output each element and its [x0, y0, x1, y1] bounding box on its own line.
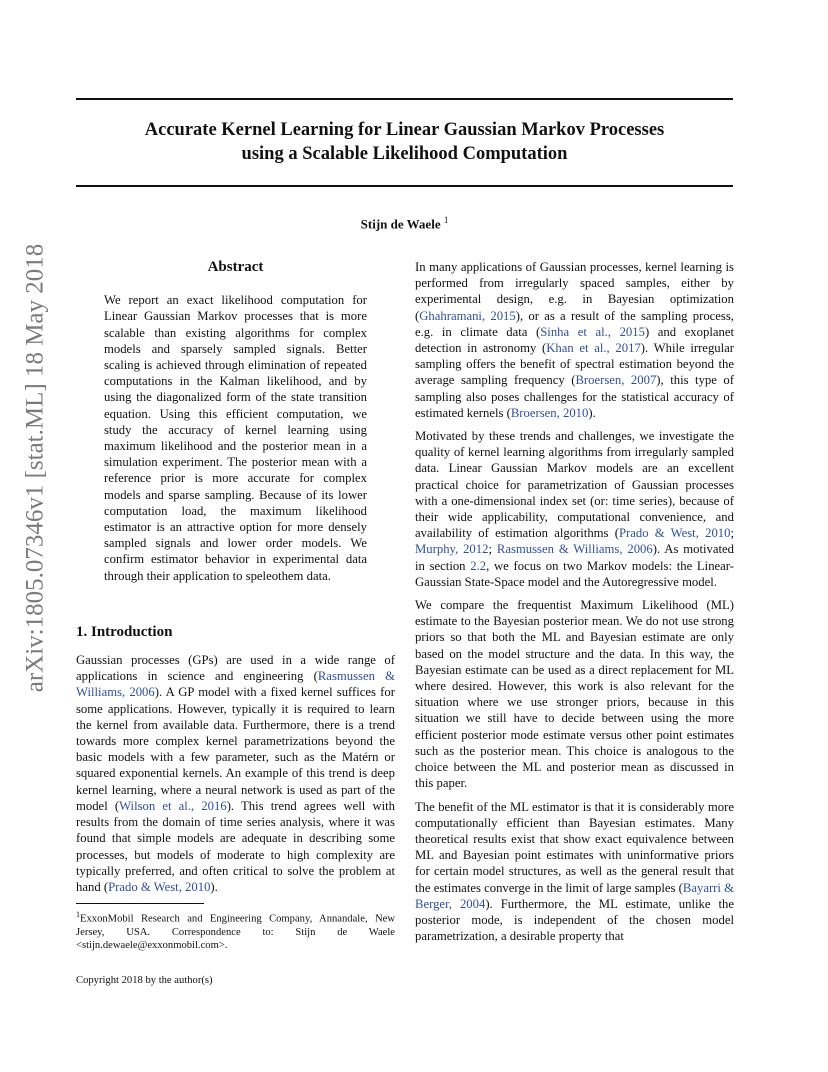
- citation-prado-west[interactable]: Prado & West, 2010: [618, 526, 731, 541]
- footnote-area: [76, 903, 395, 987]
- citation-khan[interactable]: Khan et al., 2017: [546, 341, 641, 356]
- title-line-1: Accurate Kernel Learning for Linear Gaussian Markov Processes: [144, 120, 665, 140]
- abstract-heading: Abstract: [207, 259, 264, 275]
- right-paragraph-4: [415, 799, 734, 945]
- abstract-text: We report an exact likelihood computation for Linear Gaussian Markov processes that is more scalable than existing algorithms for complex models and sparsely sampled signals. Better scaling is achieved through elimination of repeated computations in the Kalman likelihood, and by using the diagonalized form of the state transition equation. Using this efficient computation, we study the accuracy of kernel learning using maximum likelihood and the posterior mean in a simulation experiment. The posterior mean with a reference prior is more accurate for complex models and sparse sampling. Because of its lower computation load, the maximum likelihood estimator is an attractive option for more densely sampled signals and lower order models. We confirm estimator behavior in experimental data through their application to speleothem data.: [104, 293, 367, 583]
- citation-ghahramani[interactable]: Ghahramani, 2015: [419, 308, 516, 323]
- intro-p1-text: ).: [210, 879, 218, 894]
- author-line: [76, 215, 733, 232]
- citation-broersen-2007[interactable]: Broersen, 2007: [575, 373, 657, 388]
- citation-prado-west[interactable]: Prado & West, 2010: [108, 879, 211, 894]
- paper-title: [76, 118, 733, 166]
- right-p4-text: The benefit of the ML estimator is that it is considerably more computationally efficient than Bayesian estimates. Many theoretical results exist that show exact equivalence between ML and Bayesian point estimates with uninformative priors for certain model structures, as well as the general result that the estimates converge in the limit of large samples (: [415, 799, 734, 895]
- right-paragraph-3: We compare the frequentist Maximum Likelihood (ML) estimate to the Bayesian posterior mean. We do not use strong priors so that both the ML and Bayesian estimate are only based on the model structure and the data. In this way, the Bayesian estimate can be used as a direct replacement for ML where desired. However, this work is also relevant for the situation where we use stronger priors, because in this situation we still have to decide between using the more efficient posterior mode estimate versus other point estimates such as the posterior mean. This choice is analogous to the choice between the ML and posterior mean as discussed in this paper.: [415, 598, 734, 791]
- citation-murphy[interactable]: Murphy, 2012: [415, 542, 489, 557]
- right-p4-text: ). Furthermore, the ML estimate, unlike the posterior mode, is independent of the chosen model parametrization, a desirable property that: [415, 896, 734, 944]
- intro-p1-text: Gaussian processes (GPs) are used in a wide range of applications in science and engineering (: [76, 653, 395, 684]
- right-p1-text: In many applications of Gaussian processes, kernel learning is performed from irregularly spaced samples, either by experimental design, e.g. in Bayesian optimization (: [415, 260, 734, 323]
- right-p2-text: ;: [488, 542, 497, 557]
- right-paragraph-1: [415, 259, 734, 421]
- citation-sinha[interactable]: Sinha et al., 2015: [540, 324, 645, 339]
- citation-broersen-2010[interactable]: Broersen, 2010: [510, 405, 589, 420]
- footnote-text: ExxonMobil Research and Engineering Company, Annandale, New Jersey, USA. Correspondence to: Stijn de Waele <stijn.dewaele@exxonmobil.com>.: [76, 913, 395, 951]
- top-rule: [76, 98, 733, 100]
- copyright-notice: Copyright 2018 by the author(s): [76, 974, 213, 986]
- right-p1-text: ), or as a result of the sampling process, e.g. in climate data (: [415, 308, 734, 339]
- right-p1-text: ).: [588, 405, 596, 420]
- citation-rasmussen-williams[interactable]: Rasmussen & Williams, 2006: [76, 669, 395, 700]
- section-heading-introduction: 1. Introduction: [76, 623, 173, 640]
- intro-p1-text: ). This trend agrees well with results from the domain of time series analysis, where it was found that simple models are adequate in describing some processes, but models of moderate to high complexity are typically preferred, and often critical to solve the problem at hand (: [76, 798, 395, 894]
- right-p2-text: ). As motivated in section: [415, 542, 734, 573]
- bottom-title-rule: [76, 185, 733, 187]
- footnote: [76, 908, 395, 952]
- left-column: [76, 259, 395, 987]
- citation-wilson[interactable]: Wilson et al., 2016: [119, 798, 227, 813]
- right-p1-text: ) and exoplanet detection in astronomy (: [415, 324, 734, 356]
- right-p1-text: ), this type of sampling also poses challenges for the statistical accuracy of estimated kernels (: [415, 373, 734, 420]
- citation-bayarri-berger[interactable]: Bayarri & Berger, 2004: [415, 880, 734, 911]
- title-line-2: using a Scalable Likelihood Computation: [241, 144, 568, 164]
- citation-rasmussen-williams[interactable]: Rasmussen & Williams, 2006: [496, 542, 653, 557]
- right-p2-text: ;: [730, 526, 735, 541]
- author-affiliation-mark: 1: [443, 215, 449, 225]
- footnote-mark: 1: [76, 910, 80, 920]
- author-name: Stijn de Waele: [360, 216, 441, 232]
- right-p2-text: Motivated by these trends and challenges, we investigate the quality of kernel learning algorithms from irregularly sampled data. Linear Gaussian Markov models are an excellent practical choice for parametrization of Gaussian processes with a one-dimensional index set (or: time series), because of their wide applicability, computational convenience, and availability of estimation algorithms (: [415, 429, 734, 541]
- right-paragraph-2: [415, 428, 734, 590]
- footnote-rule: [76, 903, 204, 904]
- arxiv-id-text: arXiv:1805.07346v1 [stat.ML] 18 May 2018: [21, 243, 48, 693]
- arxiv-identifier: [19, 243, 51, 693]
- section-reference-link[interactable]: 2.2: [470, 558, 487, 573]
- right-p1-text: ). While irregular sampling offers the benefit of spectral estimation beyond the average sampling frequency (: [415, 341, 735, 388]
- intro-p1-text: ). A GP model with a fixed kernel suffices for some applications. However, typically it is required to learn the kernel from available data. Furthermore, there is a trend towards more complex kernel parametrizations beyond the basic models with a few parameter, such as the Matérn or squared exponential kernels. An example of this trend is deep kernel learning, where a neural network is used as part of the model (: [76, 685, 395, 813]
- right-column: [415, 259, 734, 951]
- right-p2-text: , we focus on two Markov models: the Linear-Gaussian State-Space model and the Autoregressive model.: [415, 558, 734, 589]
- intro-paragraph-1: [76, 652, 395, 895]
